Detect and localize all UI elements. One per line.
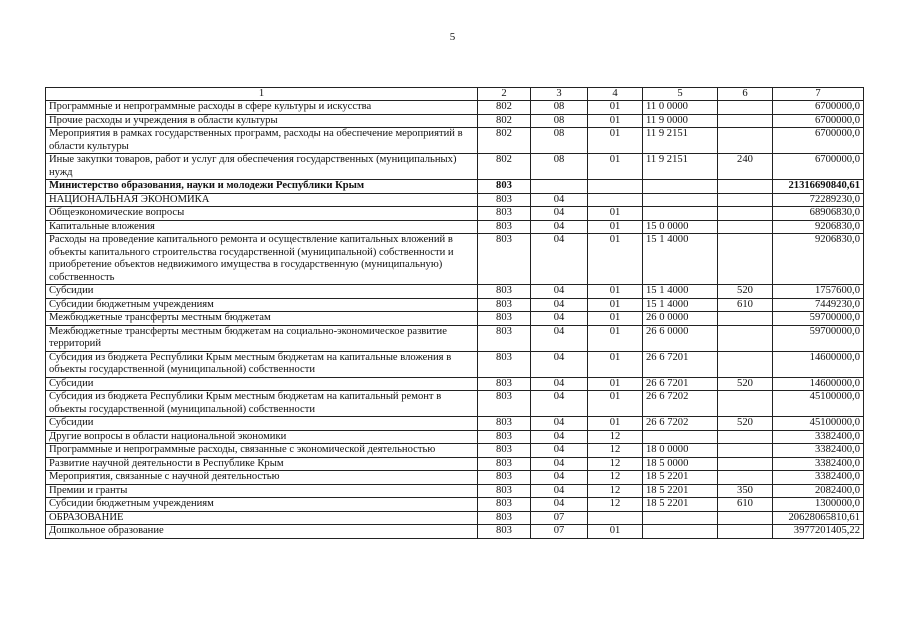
row-amount: 6700000,0 [773,154,864,180]
row-section-code: 04 [531,298,588,312]
row-section-code: 08 [531,114,588,128]
row-subsection-code: 01 [588,417,643,431]
row-department-code: 803 [478,325,531,351]
row-name-cell: Межбюджетные трансферты местным бюджетам [46,312,478,326]
row-department-code: 803 [478,220,531,234]
row-name-cell: Субсидия из бюджета Республики Крым местным бюджетам на капитальный ремонт в объекты государственной (муниципальной) собственности [46,391,478,417]
row-section-code: 04 [531,444,588,458]
row-section-code: 04 [531,471,588,485]
row-department-code: 803 [478,484,531,498]
row-name-cell: Субсидии [46,377,478,391]
row-name-cell: Министерство образования, науки и молодежи Республики Крым [46,180,478,194]
table-row [46,234,864,285]
row-section-code: 04 [531,207,588,221]
row-section-code: 04 [531,312,588,326]
row-expense-type-code [718,430,773,444]
row-expense-type-code [718,444,773,458]
row-section-code: 04 [531,351,588,377]
row-department-code: 803 [478,457,531,471]
table-row [46,298,864,312]
row-amount: 1757600,0 [773,285,864,299]
header-cell: 1 [46,88,478,101]
row-subsection-code: 01 [588,351,643,377]
row-department-code: 803 [478,234,531,285]
row-amount: 59700000,0 [773,312,864,326]
row-target-article-code: 11 9 2151 [643,154,718,180]
row-amount: 3382400,0 [773,471,864,485]
row-name-cell: Расходы на проведение капитального ремонта и осуществление капитальных вложений в объекты капитального строительства государственной (муниципальной) собственности и приобретение объектов недвижимого имущества в государственную (муниципальную) собственность [46,234,478,285]
table-row [46,511,864,525]
row-expense-type-code: 610 [718,498,773,512]
row-department-code: 803 [478,180,531,194]
table-row [46,457,864,471]
row-amount: 14600000,0 [773,351,864,377]
header-cell: 4 [588,88,643,101]
row-expense-type-code [718,325,773,351]
row-expense-type-code [718,180,773,194]
row-amount: 59700000,0 [773,325,864,351]
row-expense-type-code [718,511,773,525]
table-row [46,312,864,326]
row-section-code: 04 [531,220,588,234]
header-cell: 2 [478,88,531,101]
row-name-cell: Капитальные вложения [46,220,478,234]
row-amount: 6700000,0 [773,128,864,154]
row-department-code: 803 [478,511,531,525]
row-target-article-code: 26 0 0000 [643,312,718,326]
row-target-article-code: 15 1 4000 [643,285,718,299]
table-row [46,417,864,431]
row-target-article-code: 26 6 0000 [643,325,718,351]
table-row [46,207,864,221]
row-target-article-code [643,180,718,194]
row-department-code: 803 [478,193,531,207]
row-department-code: 803 [478,391,531,417]
row-department-code: 803 [478,312,531,326]
row-subsection-code: 01 [588,285,643,299]
row-amount: 3382400,0 [773,457,864,471]
row-subsection-code: 12 [588,430,643,444]
row-target-article-code: 18 5 0000 [643,457,718,471]
row-target-article-code: 26 6 7202 [643,391,718,417]
row-department-code: 803 [478,285,531,299]
row-subsection-code [588,511,643,525]
row-section-code: 08 [531,154,588,180]
row-name-cell: Развитие научной деятельности в Республике Крым [46,457,478,471]
table-row [46,193,864,207]
page-number: 5 [449,31,456,43]
row-subsection-code: 01 [588,298,643,312]
row-expense-type-code: 520 [718,417,773,431]
row-name-cell: Субсидия из бюджета Республики Крым местным бюджетам на капитальные вложения в объекты государственной (муниципальной) собственности [46,351,478,377]
row-expense-type-code [718,457,773,471]
row-section-code: 04 [531,377,588,391]
row-amount: 2082400,0 [773,484,864,498]
row-subsection-code: 12 [588,484,643,498]
row-expense-type-code: 520 [718,285,773,299]
row-section-code [531,180,588,194]
table-row [46,498,864,512]
row-name-cell: НАЦИОНАЛЬНАЯ ЭКОНОМИКА [46,193,478,207]
row-target-article-code: 18 5 2201 [643,498,718,512]
row-department-code: 802 [478,101,531,115]
row-expense-type-code [718,220,773,234]
row-section-code: 04 [531,325,588,351]
header-cell: 7 [773,88,864,101]
row-target-article-code: 26 6 7201 [643,377,718,391]
row-department-code: 803 [478,417,531,431]
row-subsection-code [588,180,643,194]
row-target-article-code: 18 0 0000 [643,444,718,458]
row-expense-type-code: 240 [718,154,773,180]
row-amount: 3977201405,22 [773,525,864,539]
row-expense-type-code [718,525,773,539]
row-target-article-code: 18 5 2201 [643,471,718,485]
row-amount: 6700000,0 [773,114,864,128]
row-amount: 72289230,0 [773,193,864,207]
row-section-code: 04 [531,498,588,512]
row-section-code: 04 [531,391,588,417]
row-name-cell: Межбюджетные трансферты местным бюджетам на социально-экономическое развитие территорий [46,325,478,351]
row-name-cell: Мероприятия, связанные с научной деятельностью [46,471,478,485]
table-row [46,430,864,444]
row-target-article-code: 15 1 4000 [643,298,718,312]
row-amount: 3382400,0 [773,430,864,444]
table-row [46,525,864,539]
row-target-article-code: 11 9 0000 [643,114,718,128]
row-amount: 14600000,0 [773,377,864,391]
row-subsection-code: 01 [588,377,643,391]
header-row [46,88,864,101]
row-expense-type-code [718,114,773,128]
header-cell: 3 [531,88,588,101]
row-subsection-code: 01 [588,312,643,326]
row-name-cell: Премии и гранты [46,484,478,498]
row-subsection-code: 01 [588,234,643,285]
row-amount: 7449230,0 [773,298,864,312]
row-name-cell: Субсидии бюджетным учреждениям [46,298,478,312]
row-name-cell: Иные закупки товаров, работ и услуг для обеспечения государственных (муниципальных) нужд [46,154,478,180]
row-section-code: 08 [531,128,588,154]
row-department-code: 803 [478,351,531,377]
table-row [46,154,864,180]
row-expense-type-code [718,234,773,285]
row-subsection-code: 01 [588,391,643,417]
row-expense-type-code [718,312,773,326]
row-subsection-code: 01 [588,128,643,154]
row-expense-type-code [718,351,773,377]
row-department-code: 803 [478,207,531,221]
row-name-cell: Дошкольное образование [46,525,478,539]
row-subsection-code: 01 [588,114,643,128]
row-section-code: 04 [531,417,588,431]
row-target-article-code [643,207,718,221]
row-name-cell: Субсидии [46,285,478,299]
row-section-code: 07 [531,511,588,525]
row-amount: 6700000,0 [773,101,864,115]
row-subsection-code: 12 [588,471,643,485]
row-department-code: 803 [478,525,531,539]
row-name-cell: Общеэкономические вопросы [46,207,478,221]
row-department-code: 803 [478,430,531,444]
row-target-article-code: 15 0 0000 [643,220,718,234]
row-section-code: 04 [531,285,588,299]
row-target-article-code: 11 9 2151 [643,128,718,154]
row-department-code: 802 [478,154,531,180]
row-subsection-code: 01 [588,220,643,234]
row-target-article-code: 15 1 4000 [643,234,718,285]
row-target-article-code [643,430,718,444]
row-section-code: 04 [531,484,588,498]
row-amount: 45100000,0 [773,391,864,417]
row-expense-type-code: 520 [718,377,773,391]
row-section-code: 07 [531,525,588,539]
row-amount: 21316690840,61 [773,180,864,194]
row-target-article-code [643,525,718,539]
row-department-code: 802 [478,128,531,154]
header-cell: 6 [718,88,773,101]
row-subsection-code: 01 [588,207,643,221]
row-target-article-code: 11 0 0000 [643,101,718,115]
row-expense-type-code [718,128,773,154]
table-row [46,444,864,458]
row-department-code: 803 [478,444,531,458]
row-subsection-code: 12 [588,444,643,458]
row-subsection-code: 01 [588,154,643,180]
row-department-code: 803 [478,498,531,512]
table-row [46,128,864,154]
row-name-cell: ОБРАЗОВАНИЕ [46,511,478,525]
row-subsection-code [588,193,643,207]
row-department-code: 802 [478,114,531,128]
table-row [46,391,864,417]
row-subsection-code: 01 [588,325,643,351]
table-row [46,285,864,299]
row-subsection-code: 01 [588,525,643,539]
row-section-code: 04 [531,234,588,285]
row-amount: 20628065810,61 [773,511,864,525]
table-row [46,471,864,485]
row-subsection-code: 12 [588,498,643,512]
row-expense-type-code [718,471,773,485]
table-row [46,180,864,194]
row-expense-type-code [718,101,773,115]
table-row [46,114,864,128]
row-name-cell: Мероприятия в рамках государственных программ, расходы на обеспечение мероприятий в области культуры [46,128,478,154]
row-amount: 9206830,0 [773,234,864,285]
row-amount: 68906830,0 [773,207,864,221]
row-amount: 1300000,0 [773,498,864,512]
row-name-cell: Программные и непрограммные расходы в сфере культуры и искусства [46,101,478,115]
row-section-code: 04 [531,193,588,207]
row-name-cell: Субсидии [46,417,478,431]
row-target-article-code [643,193,718,207]
row-amount: 3382400,0 [773,444,864,458]
row-name-cell: Другие вопросы в области национальной экономики [46,430,478,444]
row-section-code: 08 [531,101,588,115]
row-expense-type-code [718,193,773,207]
table-row [46,377,864,391]
row-subsection-code: 12 [588,457,643,471]
row-department-code: 803 [478,471,531,485]
row-expense-type-code [718,391,773,417]
row-subsection-code: 01 [588,101,643,115]
row-department-code: 803 [478,298,531,312]
table-row [46,101,864,115]
row-target-article-code: 26 6 7201 [643,351,718,377]
row-department-code: 803 [478,377,531,391]
row-amount: 9206830,0 [773,220,864,234]
table-row [46,220,864,234]
budget-table [45,87,864,539]
row-amount: 45100000,0 [773,417,864,431]
table-row [46,351,864,377]
row-section-code: 04 [531,457,588,471]
table-row [46,484,864,498]
row-name-cell: Программные и непрограммные расходы, связанные с экономической деятельностью [46,444,478,458]
row-name-cell: Прочие расходы и учреждения в области культуры [46,114,478,128]
row-expense-type-code: 350 [718,484,773,498]
row-target-article-code: 26 6 7202 [643,417,718,431]
row-target-article-code: 18 5 2201 [643,484,718,498]
header-cell: 5 [643,88,718,101]
table-row [46,325,864,351]
row-section-code: 04 [531,430,588,444]
row-expense-type-code [718,207,773,221]
row-expense-type-code: 610 [718,298,773,312]
row-name-cell: Субсидии бюджетным учреждениям [46,498,478,512]
row-target-article-code [643,511,718,525]
